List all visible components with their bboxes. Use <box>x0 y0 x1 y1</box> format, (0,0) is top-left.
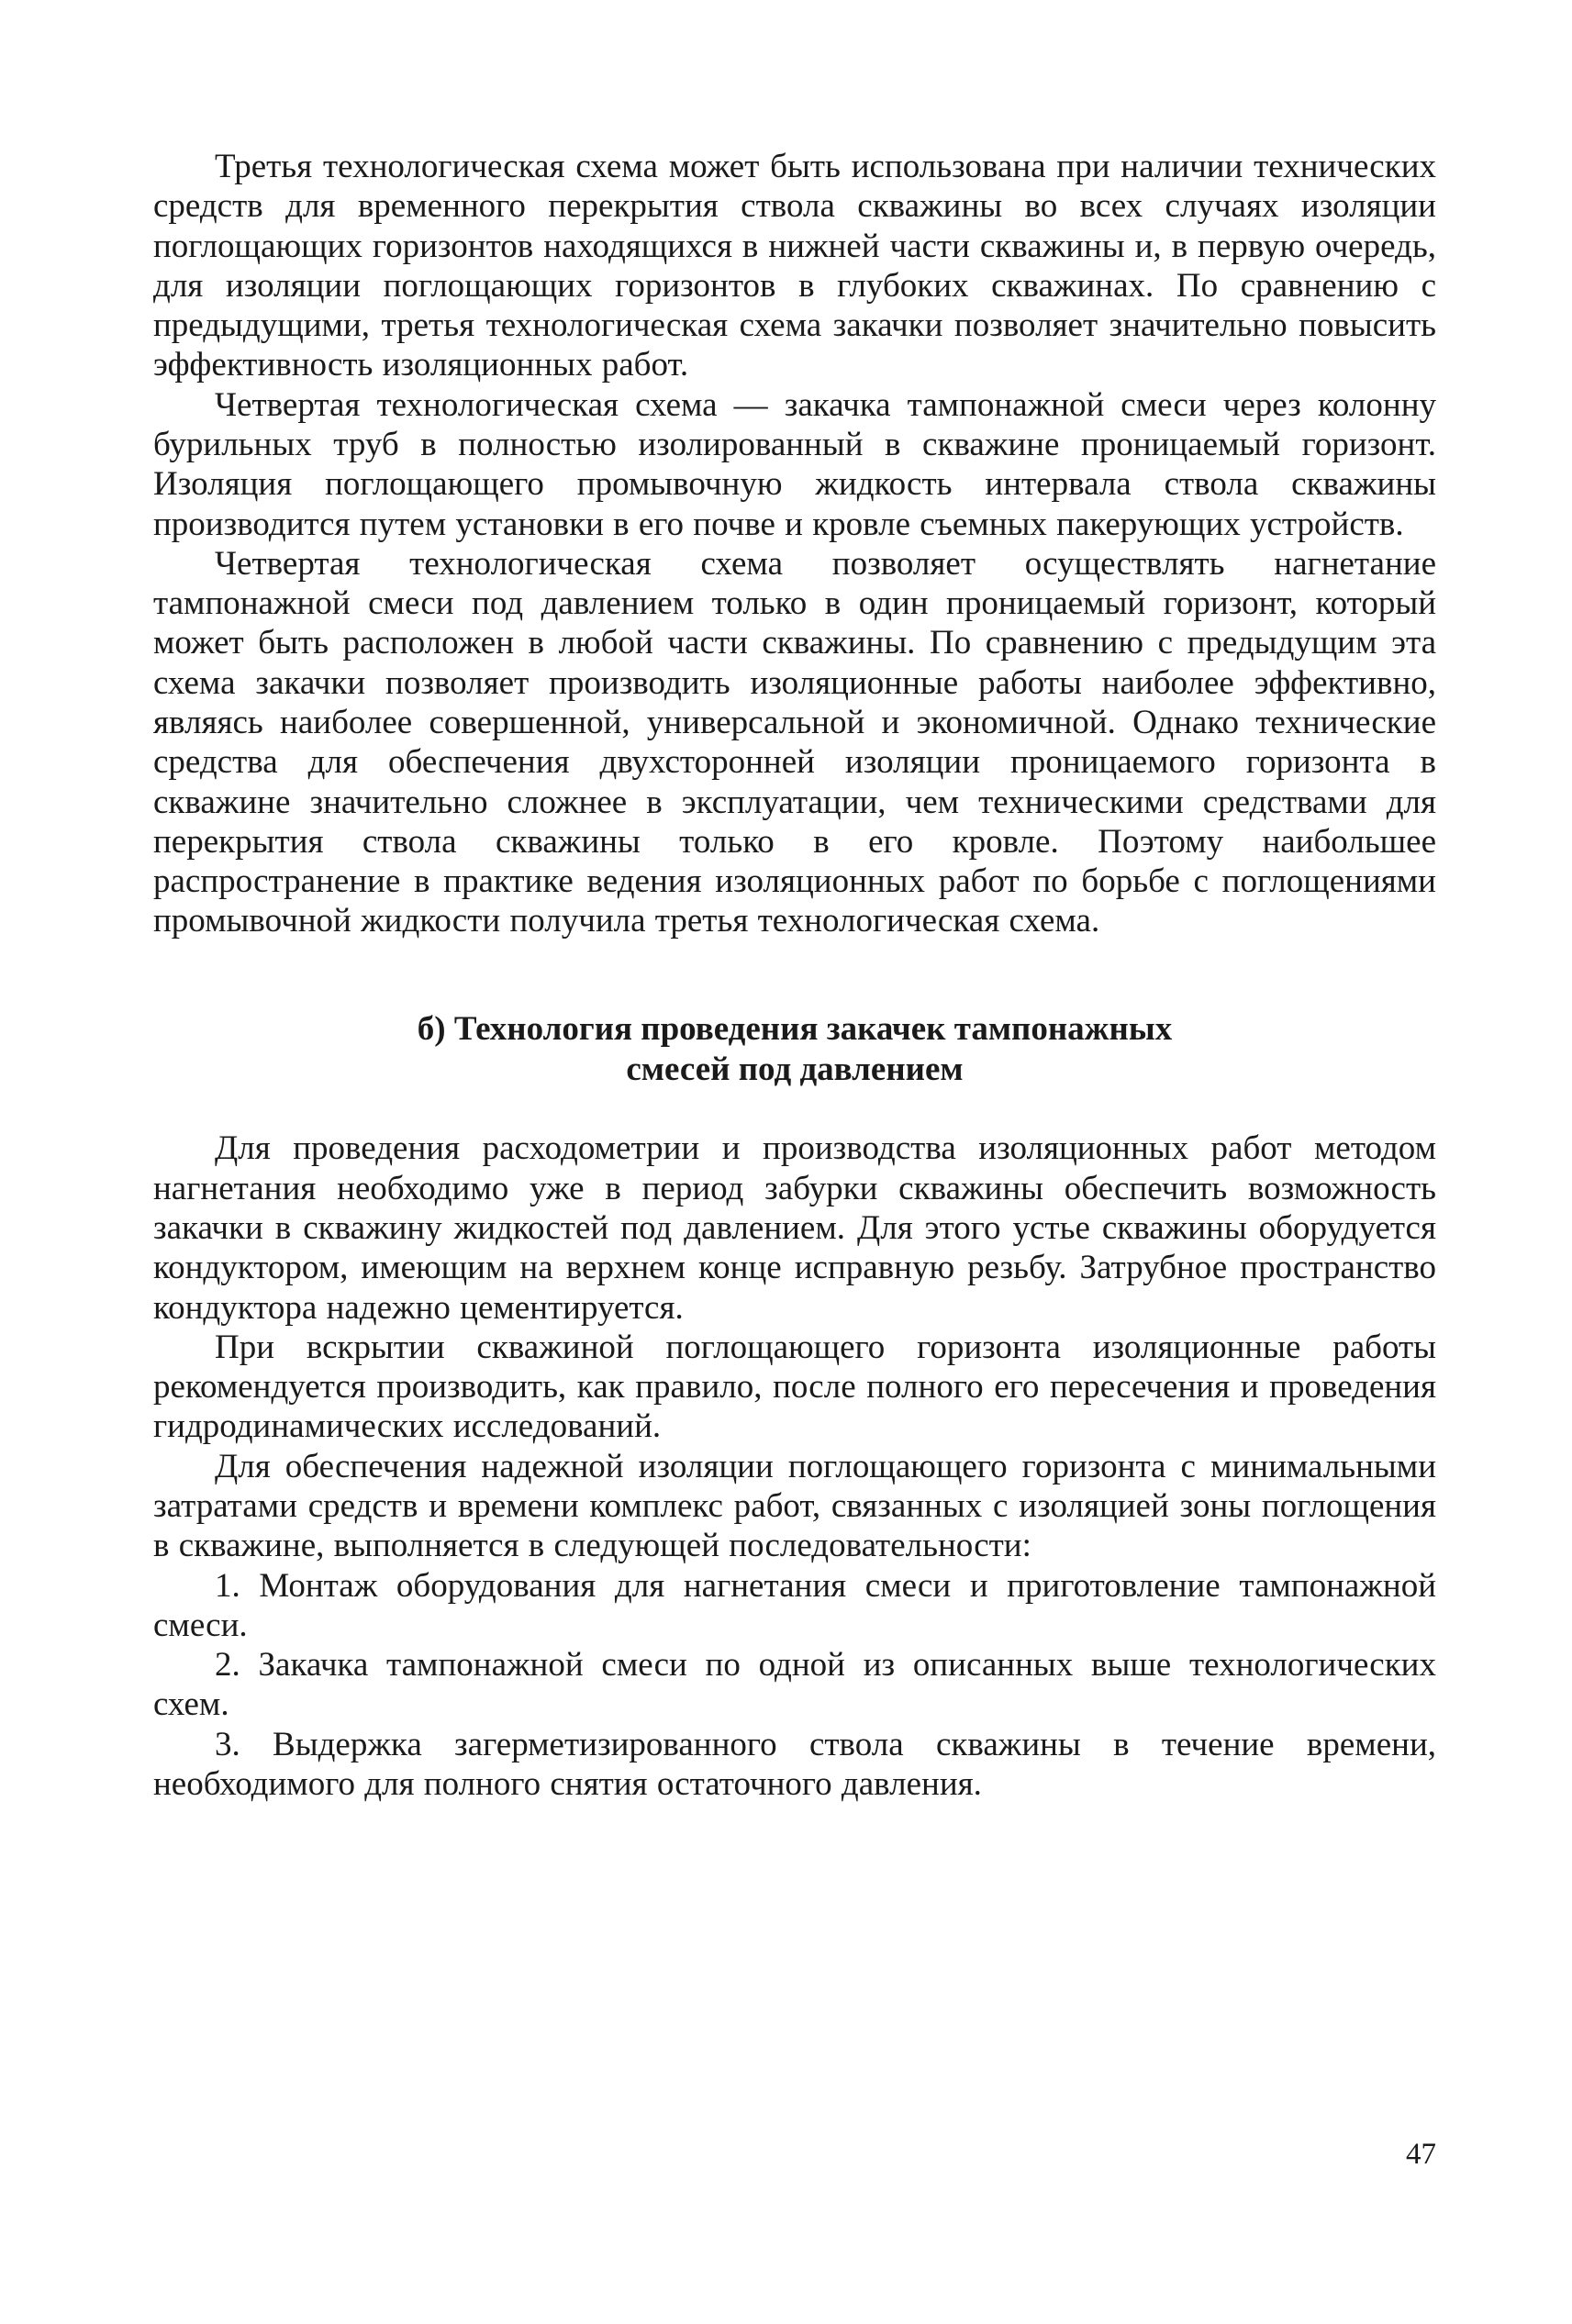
list-item-step-3: 3. Выдержка загерметизированного ствола скважины в течение времени, необходимого для полного снятия остаточного давления. <box>153 1725 1436 1803</box>
paragraph-fourth-scheme-definition: Четвертая технологическая схема — закачка тампонажной смеси через колонну бурильных труб в полностью изолированный в скважине проницаемый горизонт. Изоляция поглощающего промывочную жидкость интервала ствола скважины производится путем установки в его почве и кровле съемных пакерующих устройств. <box>153 385 1436 543</box>
book-page <box>153 147 1436 1804</box>
section-heading <box>153 1009 1436 1091</box>
list-item-step-2: 2. Закачка тампонажной смеси по одной из описанных выше технологических схем. <box>153 1646 1436 1724</box>
paragraph-work-sequence: Для обеспечения надежной изоляции поглощающего горизонта с минимальными затратами средств и времени комплекс работ, связанных с изоляцией зоны поглощения в скважине, выполняется в следующей последовательности: <box>153 1447 1436 1565</box>
section-heading-line-2: смесей под давлением <box>626 1051 964 1089</box>
paragraph-well-preparation: Для проведения расходометрии и производства изоляционных работ методом нагнетания необходимо уже в период забурки скважины обеспечить возможность закачки в скважину жидкостей под давлением. Для этого устье скважины оборудуется кондуктором, имеющим на верхнем конце исправную резьбу. Затрубное пространство кондуктора надежно цементируется. <box>153 1129 1436 1327</box>
paragraph-third-scheme: Третья технологическая схема может быть использована при наличии технических средств для временного перекрытия ствола скважины во всех случаях изоляции поглощающих горизонтов находящихся в нижней части скважины и, в первую очередь, для изоляции поглощающих горизонтов в глубоких скважинах. По сравнению с предыдущими, третья технологическая схема закачки позволяет значительно повысить эффективность изоляционных работ. <box>153 148 1436 384</box>
list-item-step-1: 1. Монтаж оборудования для нагнетания смеси и приготовление тампонажной смеси. <box>153 1566 1436 1644</box>
page-number: 47 <box>1406 2138 1436 2171</box>
paragraph-isolation-timing: При вскрытии скважиной поглощающего горизонта изоляционные работы рекомендуется производить, как правило, после полного его пересечения и проведения гидродинамических исследований. <box>153 1328 1436 1446</box>
paragraph-fourth-scheme-comparison: Четвертая технологическая схема позволяет осуществлять нагнетание тампонажной смеси под давлением только в один проницаемый горизонт, который может быть расположен в любой части скважины. По сравнению с предыдущим эта схема закачки позволяет производить изоляционные работы наиболее эффективно, являясь наиболее совершенной, универсальной и экономичной. Однако технические средства для обеспечения двухсторонней изоляции проницаемого горизонта в скважине значительно сложнее в эксплуатации, чем техническими средствами для перекрытия ствола скважины только в его кровле. Поэтому наибольшее распространение в практике ведения изоляционных работ по борьбе с поглощениями промывочной жидкости получила третья технологическая схема. <box>153 544 1436 940</box>
section-heading-line-1: б) Технология проведения закачек тампонажных <box>417 1009 1173 1048</box>
